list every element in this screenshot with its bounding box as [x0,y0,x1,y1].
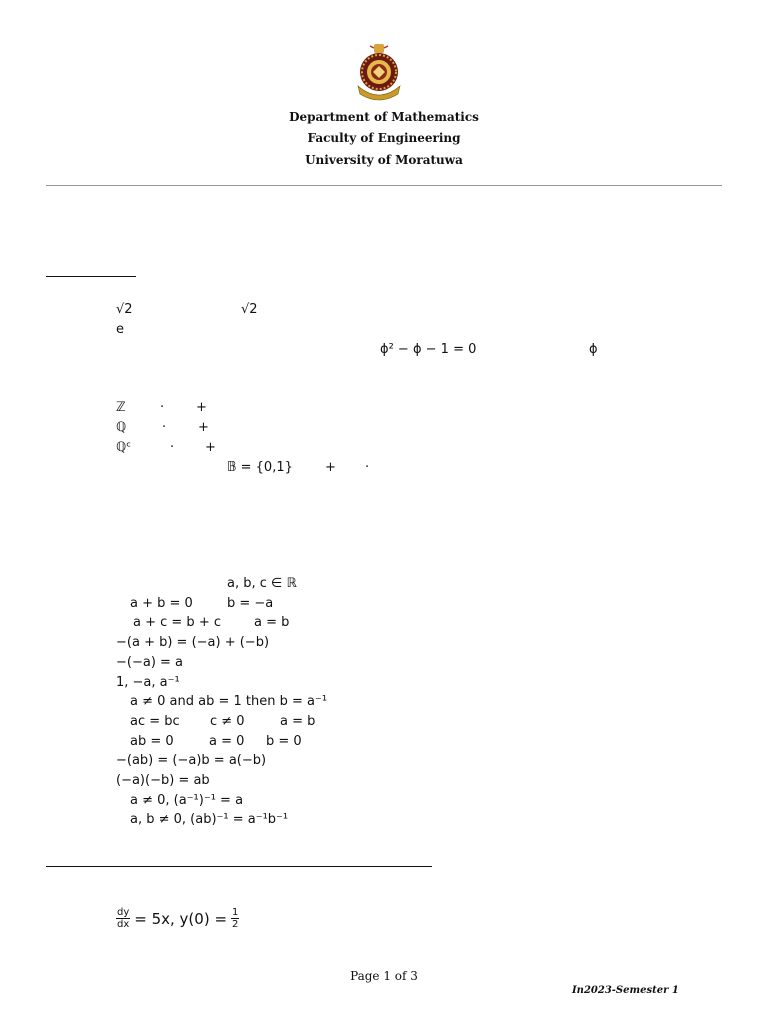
section-underline-1 [46,276,136,277]
rationals-symbol: ℚ [116,420,127,435]
faculty-title: Faculty of Engineering [307,131,461,145]
fraction-numerator: 1 [232,907,239,918]
property-hypothesis: a + b = 0 [130,596,193,611]
plus-symbol: + [198,420,209,435]
integers-symbol: ℤ [116,400,126,415]
property-intro: a, b, c ∈ ℝ [227,576,297,591]
multiplication-dot: · [365,460,370,475]
plus-symbol: + [325,460,336,475]
fraction-denominator: 2 [232,919,239,930]
property-statement: −(−a) = a [116,655,184,670]
boolean-set: 𝔹 = {0,1} [227,460,293,475]
half-fraction [231,907,239,930]
university-crest-logo [352,42,406,104]
plus-symbol: + [196,400,207,415]
property-hypothesis: ac = bc [130,714,180,729]
property-conclusion: b = −a [227,596,274,611]
sqrt2-symbol: √2 [241,302,258,317]
property-conclusion: a = 0 [209,734,245,749]
property-statement: (−a)(−b) = ab [116,773,210,788]
differential-equation [116,907,239,930]
euler-e-symbol: e [116,322,124,337]
property-statement: a ≠ 0 and ab = 1 then b = a⁻¹ [130,694,328,709]
multiplication-dot: · [170,440,175,455]
property-hypothesis: a + c = b + c [133,615,221,630]
header-divider [46,185,722,186]
university-title: University of Moratuwa [305,153,463,167]
property-statement: a, b ≠ 0, (ab)⁻¹ = a⁻¹b⁻¹ [130,812,289,827]
fraction-numerator: dy [117,907,130,918]
fraction-denominator: dx [117,919,130,930]
multiplication-dot: · [160,400,165,415]
sqrt2-symbol: √2 [116,302,133,317]
golden-ratio-equation: ϕ² − ϕ − 1 = 0 [380,342,477,357]
property-statement: 1, −a, a⁻¹ [116,675,180,690]
derivative-fraction [116,907,130,930]
plus-symbol: + [205,440,216,455]
phi-symbol: ϕ [589,342,598,357]
property-conclusion: a = b [254,615,290,630]
semester-label: In2023-Semester 1 [572,985,679,996]
page-number: Page 1 of 3 [350,969,418,983]
department-title: Department of Mathematics [289,110,479,124]
property-conclusion: a = b [280,714,316,729]
property-hypothesis: ab = 0 [130,734,174,749]
property-conclusion: b = 0 [266,734,302,749]
equation-body: = 5x, y(0) = [134,909,228,928]
multiplication-dot: · [162,420,167,435]
property-statement: a ≠ 0, (a⁻¹)⁻¹ = a [130,793,244,808]
section-underline-2 [46,866,432,867]
irrationals-symbol: ℚᶜ [116,440,132,455]
property-condition: c ≠ 0 [210,714,245,729]
property-statement: −(a + b) = (−a) + (−b) [116,635,270,650]
property-statement: −(ab) = (−a)b = a(−b) [116,753,267,768]
